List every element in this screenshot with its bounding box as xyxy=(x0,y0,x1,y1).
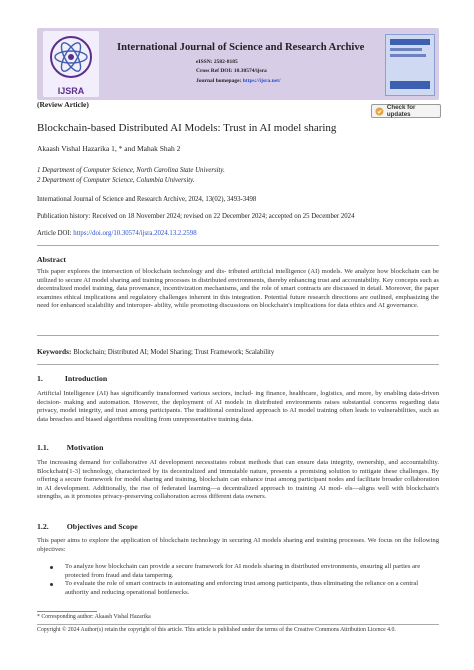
affiliation-1: 1 Department of Computer Science, North Carolina State University. xyxy=(37,167,225,174)
publication-history: Publication history: Received on 18 November 2024; revised on 22 December 2024; accepted on 25 December 2024 xyxy=(37,213,355,220)
article-doi xyxy=(37,230,197,237)
keywords xyxy=(37,347,439,356)
section-title: Objectives and Scope xyxy=(66,522,138,531)
divider xyxy=(37,624,439,625)
check-for-updates-label: Check for updates xyxy=(386,104,416,118)
section-objectives-heading xyxy=(37,522,138,531)
doi-link[interactable]: https://doi.org/10.30574/ijsra.2024.13.2.2598 xyxy=(73,230,197,237)
bullet-icon xyxy=(50,566,53,569)
footnote-divider xyxy=(37,611,97,612)
atom-logo-icon xyxy=(43,31,99,87)
authors: Akaash Vishal Hazarika 1, * and Mahak Shah 2 xyxy=(37,144,181,153)
homepage-label: Journal homepage: xyxy=(196,78,243,84)
update-badge-icon xyxy=(375,107,384,116)
journal-title: International Journal of Science and Research Archive xyxy=(117,42,365,53)
crossref-doi: Cross Ref DOI: 10.30574/ijsra xyxy=(196,68,267,74)
divider xyxy=(37,335,439,336)
section-number: 1.1. xyxy=(37,443,49,452)
introduction-text: Artificial Intelligence (AI) has significantly transformed various sectors, includ- ing finance, healthcare, logistics, and more, by enabling data-driven decision- making and automation. However, the deployment of AI models in distributed environments raises substantial concerns regarding data privacy, model integrity, and trust among participants. The traditional centralized approach to AI model training often leads to vulnerabilities, such as data breaches and biased algorithms resulting from unrepresentative training data. xyxy=(37,390,439,423)
abstract-heading: Abstract xyxy=(37,255,67,264)
section-introduction-heading xyxy=(37,374,107,383)
keywords-list: Blockchain; Distributed AI; Model Sharing; Trust Framework; Scalability xyxy=(71,349,275,356)
motivation-text: The increasing demand for collaborative AI development necessitates robust methods that can ensure data integrity, ownership, and accountability. Blockchain[1-3] technology, characterized by its decentralized and immutable nature, presents a promising solution to mitigate these challenges. By offering a secure framework for model sharing and training, blockchain can enhance trust among participant nodes and facilitate broader collaboration in AI development. Additionally, the rise of federated learning—a decentralized approach to training AI mod- els—aligns well with blockchain's strengths, as it promotes privacy-preserving collaboration across different data owners. xyxy=(37,459,439,501)
objectives-text: This paper aims to explore the application of blockchain technology in securing AI models sharing and training processes. We focus on the following objectives: xyxy=(37,537,439,553)
list-item-text: To analyze how blockchain can provide a secure framework for AI models sharing in distributed environments, ensuring all parties are protected from fraud and data tampering. xyxy=(65,563,421,579)
list-item xyxy=(37,563,439,580)
eissn: eISSN: 2582-8185 xyxy=(196,59,238,65)
logo-text: IJSRA xyxy=(57,86,85,96)
divider xyxy=(37,245,439,246)
doi-label: Article DOI: xyxy=(37,230,74,237)
list-item xyxy=(37,580,439,597)
corresponding-author: * Corresponding author: Akaash Vishal Hazarika xyxy=(37,614,151,620)
paper-title: Blockchain-based Distributed AI Models: Trust in AI model sharing xyxy=(37,122,337,134)
keywords-label: Keywords: xyxy=(37,347,72,356)
article-type: (Review Article) xyxy=(37,100,89,109)
copyright-notice: Copyright © 2024 Author(s) retain the copyright of this article. This article is published under the terms of the Creative Commons Attribution Licence 4.0. xyxy=(37,627,396,633)
affiliation-2: 2 Department of Computer Science, Columbia University. xyxy=(37,177,195,184)
section-motivation-heading xyxy=(37,443,104,452)
divider xyxy=(37,364,439,365)
check-for-updates-button[interactable] xyxy=(371,104,441,118)
section-number: 1. xyxy=(37,374,43,383)
objectives-list xyxy=(37,563,439,597)
journal-homepage xyxy=(196,78,281,84)
abstract-text: This paper explores the intersection of blockchain technology and dis- tributed artificial intelligence (AI) models. We analyze how blockchain can be utilized to secure AI model sharing and training processes in distributed environments, thereby enhancing trust and accountability. Key concepts such as decentralized model training, data provenance, incentivization mechanisms, and the role of smart contracts are discussed in detail. Moreover, the paper examines ethical implications and regulatory challenges inherent in this integration. Potential future research directions are outlined, emphasizing the need for enhanced scalability and interoper- ability, while promoting discussions on blockchain's implications for data ethics and AI governance. xyxy=(37,268,439,310)
section-title: Motivation xyxy=(66,443,104,452)
section-number: 1.2. xyxy=(37,522,49,531)
section-title: Introduction xyxy=(64,374,108,383)
list-item-text: To evaluate the role of smart contracts in automating and enforcing trust among participants, thus eliminating the reliance on a central authority and reducing operational bottlenecks. xyxy=(65,580,419,596)
homepage-link[interactable]: https://ijsra.net/ xyxy=(242,78,281,84)
journal-cover-thumbnail xyxy=(385,34,435,96)
citation: International Journal of Science and Research Archive, 2024, 13(02), 3493-3498 xyxy=(37,196,257,203)
